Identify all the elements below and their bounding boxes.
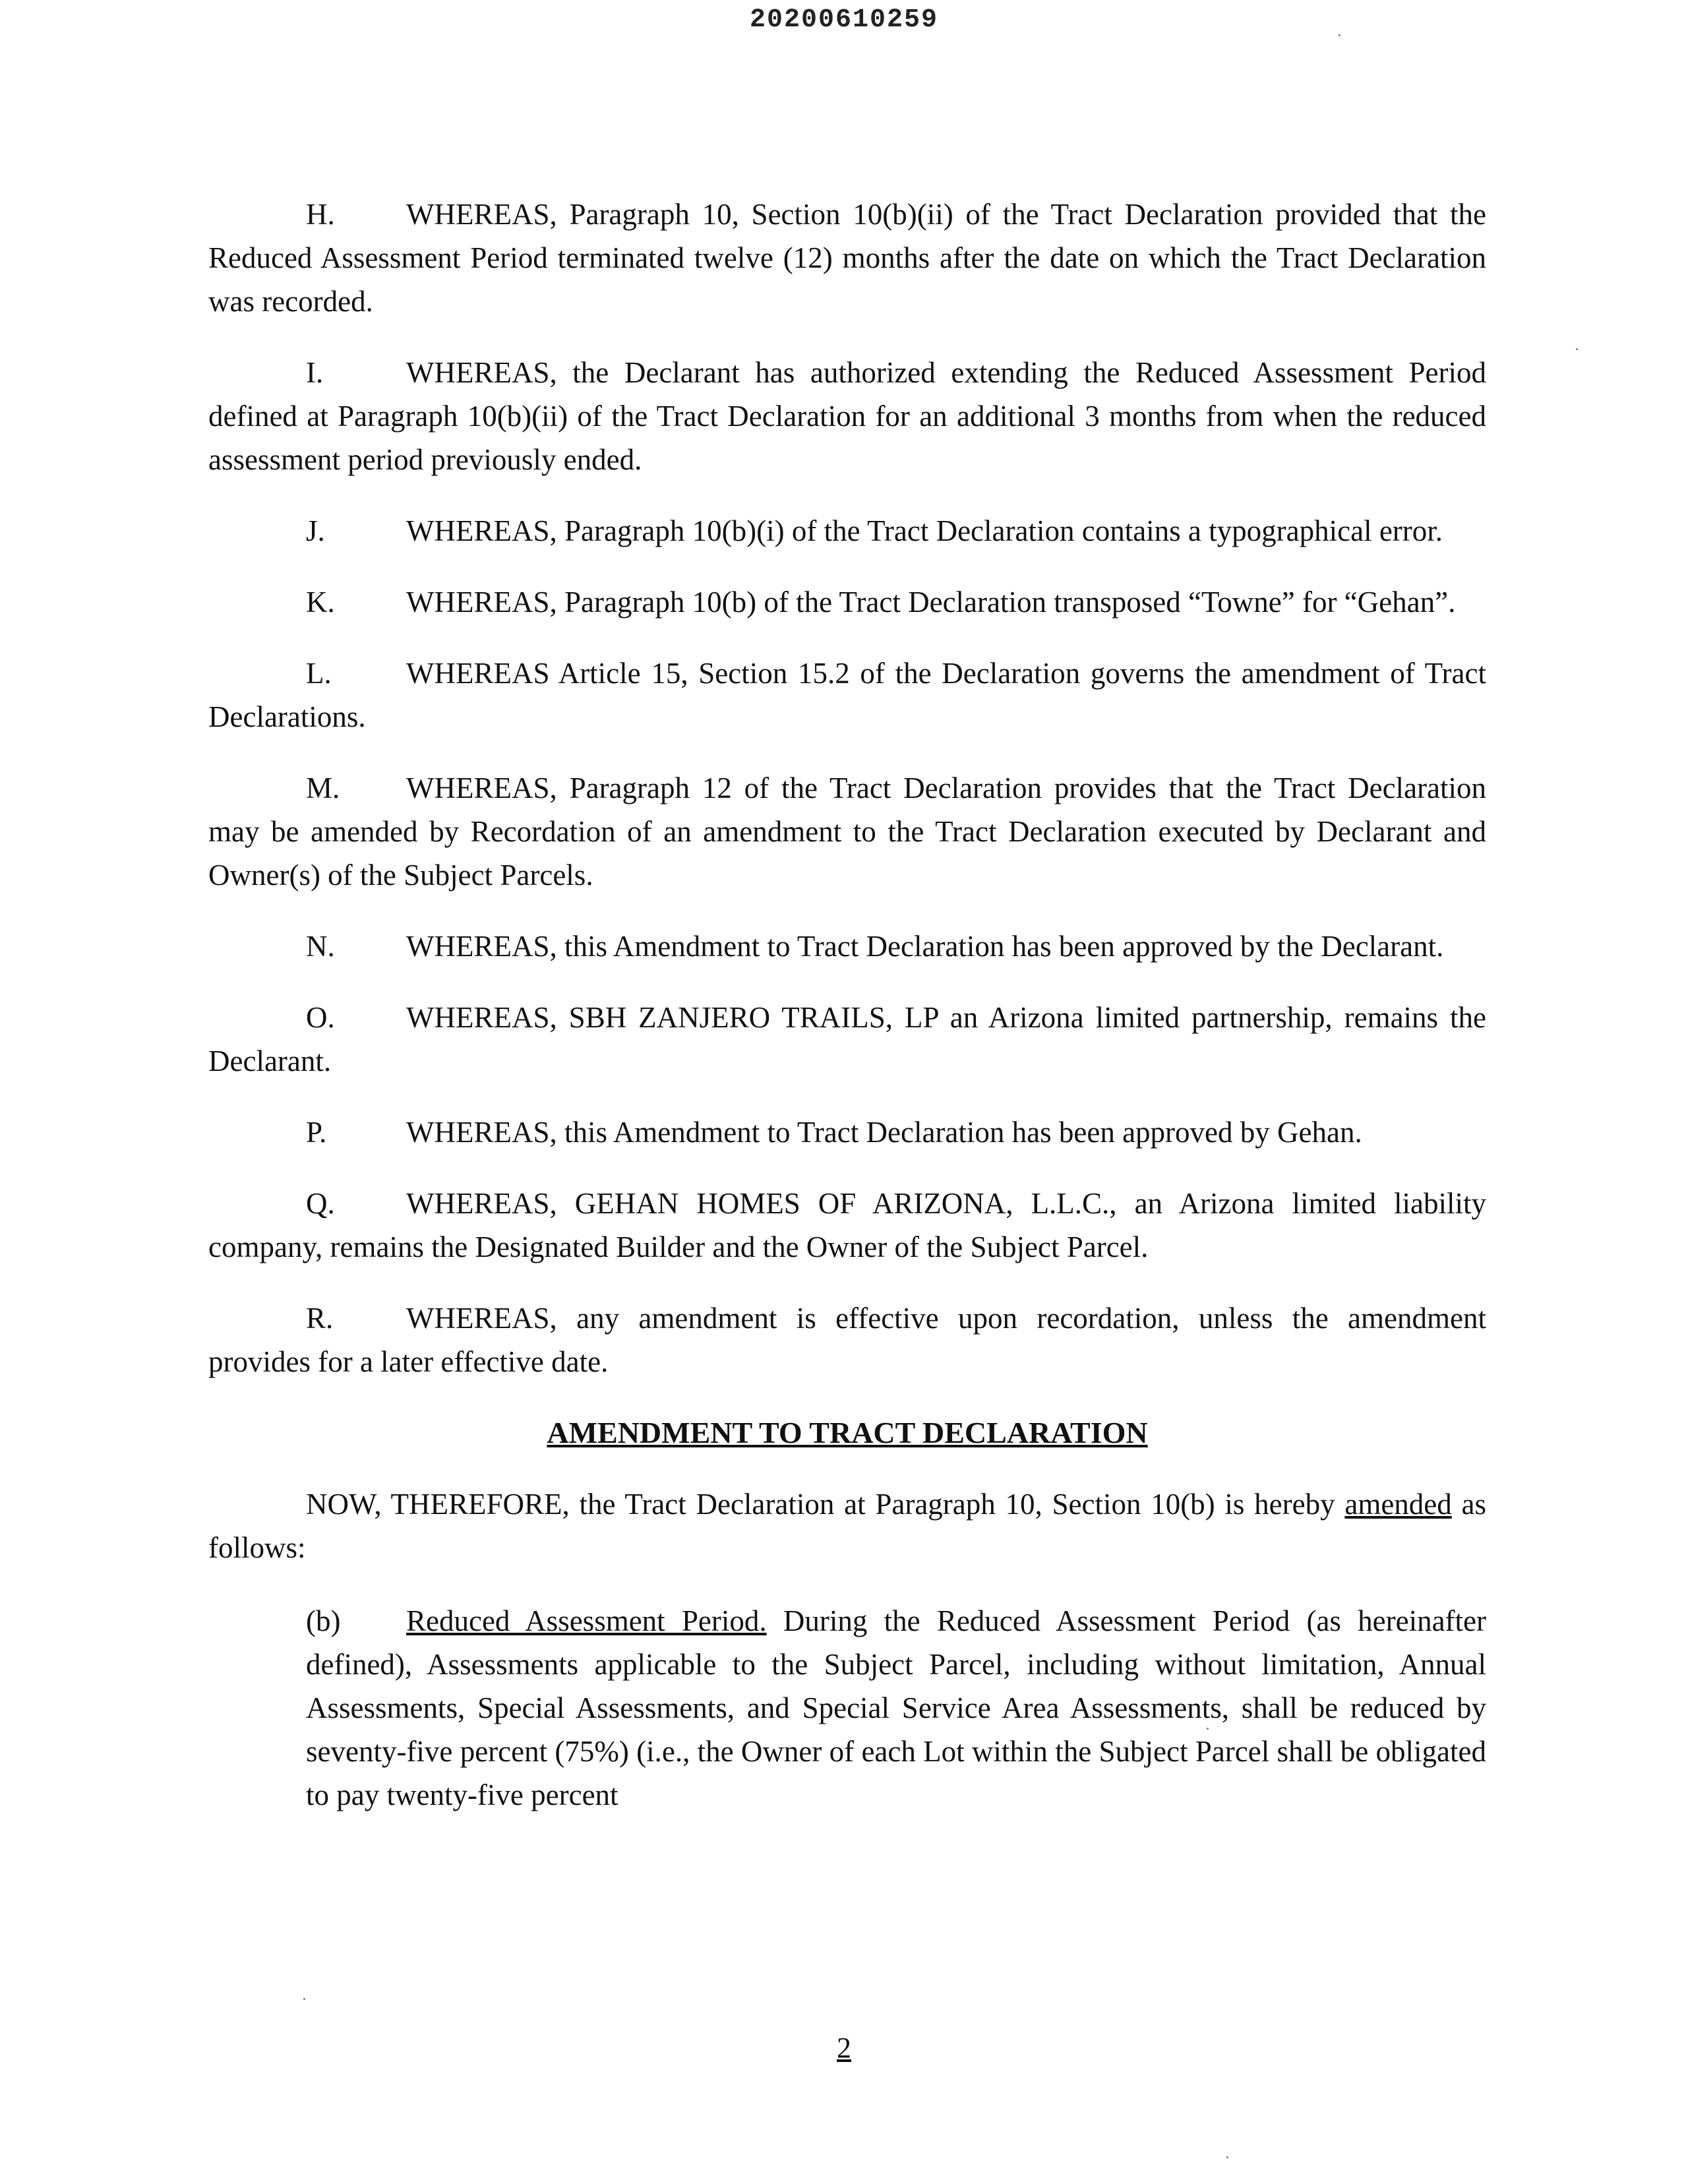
recital-h: [208, 193, 1486, 323]
recital-text: WHEREAS, Paragraph 10(b)(i) of the Tract Declaration contains a typographical error.: [406, 514, 1443, 547]
recital-text: WHEREAS, Paragraph 12 of the Tract Declaration provides that the Tract Declaration may be amended by Recordation of an amendment to the Tract Declaration executed by Declarant and Owner(s) of the Subject Parcels.: [208, 772, 1486, 892]
recital-o: [208, 996, 1486, 1083]
recital-text: WHEREAS, this Amendment to Tract Declaration has been approved by the Declarant.: [406, 930, 1444, 963]
subsection-tag: (b): [306, 1604, 341, 1637]
recital-text: WHEREAS, GEHAN HOMES OF ARIZONA, L.L.C., an Arizona limited liability company, remains the Designated Builder and the Owner of the Subject Parcel.: [208, 1187, 1486, 1263]
recital-text: WHEREAS, any amendment is effective upon recordation, unless the amendment provides for a later effective date.: [208, 1302, 1486, 1378]
scan-speck: [1226, 2156, 1228, 2158]
intro-text: NOW, THEREFORE, the Tract Declaration at Paragraph 10, Section 10(b) is hereby: [306, 1488, 1335, 1521]
subsection-text: During the Reduced Assessment Period (as hereinafter defined), Assessments applicable to the Subject Parcel, including without limitation, Annual Assessments, Special Assessments, and Special Service Area Assessments, shall be reduced by seventy-five percent (75%) (i.e., the Owner of each Lot within the Subject Parcel shall be obligated to pay twenty-five percent: [306, 1604, 1486, 1811]
recital-letter: O.: [306, 1001, 335, 1034]
recital-text: WHEREAS, SBH ZANJERO TRAILS, LP an Arizona limited partnership, remains the Declarant.: [208, 1001, 1486, 1077]
recital-letter: R.: [306, 1302, 334, 1335]
recital-text: WHEREAS, Paragraph 10, Section 10(b)(ii) of the Tract Declaration provided that the Reduced Assessment Period terminated twelve (12) months after the date on which the Tract Declaration was recorded.: [208, 198, 1486, 318]
recital-text: WHEREAS, this Amendment to Tract Declaration has been approved by Gehan.: [406, 1116, 1362, 1149]
recital-letter: H.: [306, 198, 335, 231]
scan-speck: [1339, 34, 1341, 36]
recital-p: [208, 1110, 1486, 1154]
recording-number: 20200610259: [749, 5, 939, 35]
recital-text: WHEREAS, the Declarant has authorized extending the Reduced Assessment Period defined at Paragraph 10(b)(ii) of the Tract Declaration for an additional 3 months from when the reduced assessment period previously ended.: [208, 356, 1486, 476]
recital-j: [208, 509, 1486, 553]
recital-m: [208, 766, 1486, 897]
recital-letter: P.: [306, 1116, 327, 1149]
document-body: [208, 193, 1486, 1846]
recital-text: WHEREAS Article 15, Section 15.2 of the Declaration governs the amendment of Tract Declarations.: [208, 657, 1486, 733]
scan-speck: [1576, 348, 1578, 350]
intro-text-end: as follows:: [208, 1488, 1487, 1564]
recital-l: [208, 652, 1486, 739]
recital-letter: M.: [306, 772, 340, 804]
recital-letter: N.: [306, 930, 335, 963]
amendment-intro: [208, 1482, 1486, 1569]
recital-letter: I.: [306, 356, 324, 389]
recital-r: [208, 1296, 1486, 1383]
page-number: 2: [837, 2032, 851, 2064]
scan-speck: [1207, 1728, 1209, 1730]
recital-q: [208, 1182, 1486, 1269]
recital-letter: J.: [306, 514, 325, 547]
intro-underlined: amended: [1344, 1488, 1452, 1521]
recital-letter: Q.: [306, 1187, 335, 1220]
subsection-b: [306, 1599, 1486, 1817]
recital-n: [208, 925, 1486, 968]
recital-text: WHEREAS, Paragraph 10(b) of the Tract Declaration transposed “Towne” for “Gehan”.: [406, 586, 1456, 619]
recital-i: [208, 351, 1486, 481]
recital-letter: K.: [306, 586, 335, 619]
recital-k: [208, 580, 1486, 624]
recital-letter: L.: [306, 657, 332, 690]
amendment-heading: AMENDMENT TO TRACT DECLARATION: [547, 1416, 1148, 1449]
subsection-title: Reduced Assessment Period.: [406, 1604, 767, 1637]
scan-speck: [303, 1998, 305, 2000]
